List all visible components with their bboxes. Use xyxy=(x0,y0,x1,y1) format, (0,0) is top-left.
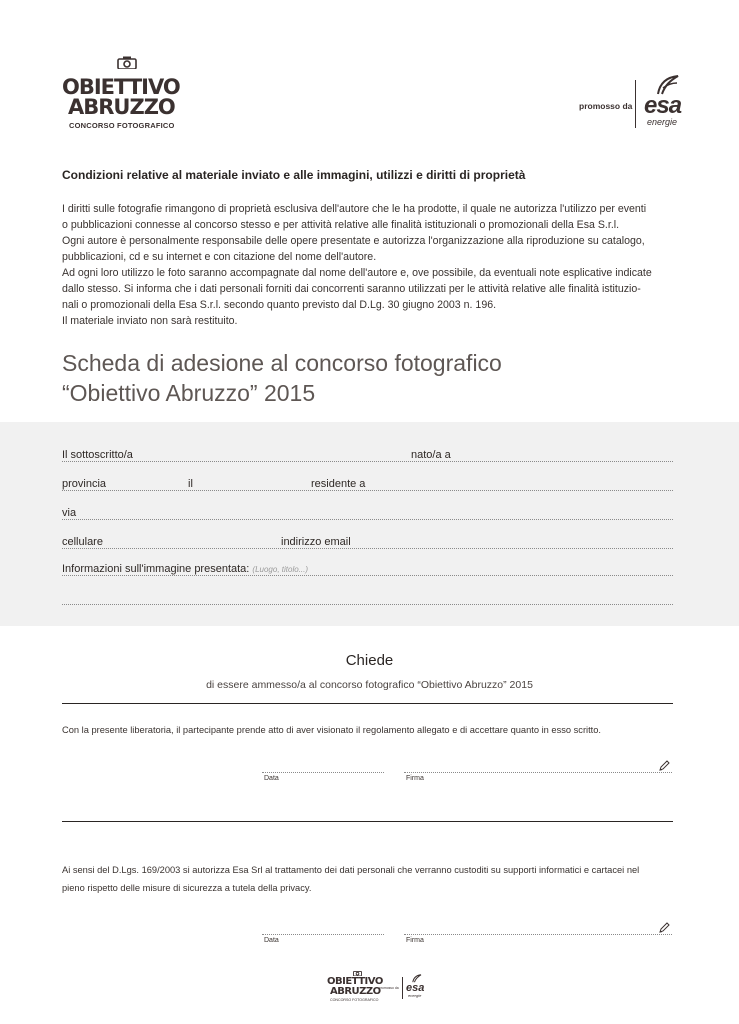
footer-sponsor-sub: energie xyxy=(408,993,422,998)
logo-text-line2: ABRUZZO xyxy=(68,95,175,119)
sponsor-sub: energie xyxy=(647,117,678,127)
privacy-line: pieno rispetto delle misure di sicurezza a tutela della privacy. xyxy=(62,883,312,893)
privacy-signature-field[interactable] xyxy=(404,934,672,935)
contact-field[interactable] xyxy=(62,535,673,549)
logo-text-line1: OBIETTIVO xyxy=(62,75,180,99)
form-title-line2: “Obiettivo Abruzzo” 2015 xyxy=(62,380,316,406)
province-label: provincia xyxy=(62,478,107,490)
street-label: via xyxy=(62,507,77,519)
divider xyxy=(62,821,673,822)
birth-date-label: il xyxy=(188,478,193,490)
footer-sponsor-name: esa xyxy=(406,982,425,994)
release-date-field[interactable] xyxy=(262,772,384,773)
image-info-extra-line[interactable] xyxy=(62,591,673,605)
undersigned-label: Il sottoscritto/a xyxy=(62,449,133,461)
footer-logo-line1: OBIETTIVO xyxy=(327,976,383,987)
conditions-line: Ad ogni loro utilizzo le foto saranno accompagnate dal nome dell'autore e, ove possibile, da eventuali note esplicative indicate xyxy=(62,267,652,279)
image-info-hint: (Luogo, titolo...) xyxy=(252,565,309,574)
release-date-label: Data xyxy=(264,775,279,782)
privacy-line: Ai sensi del D.Lgs. 169/2003 si autorizza Esa Srl al trattamento dei dati personali che verranno custoditi su supporti informatici e cartacei nel xyxy=(62,865,640,875)
pencil-icon xyxy=(658,760,670,772)
privacy-date-label: Data xyxy=(264,937,279,944)
divider xyxy=(62,703,673,704)
release-text: Con la presente liberatoria, il partecipante prende atto di aver visionato il regolamento allegato e di accettare quanto in esso scritto. xyxy=(62,725,602,735)
request-title: Chiede xyxy=(345,652,394,669)
form-title-line1: Scheda di adesione al concorso fotografico xyxy=(62,350,502,376)
privacy-text xyxy=(62,861,639,897)
footer-logo-line2: ABRUZZO xyxy=(330,986,381,997)
privacy-signature-label: Firma xyxy=(406,937,424,944)
footer-promoted-by: promosso da xyxy=(379,986,399,990)
conditions-line: pubblicazioni, cd e su internet e con citazione del nome dell'autore. xyxy=(62,251,377,263)
footer-divider xyxy=(402,977,403,999)
resident-label: residente a xyxy=(311,478,366,490)
pencil-icon xyxy=(658,922,670,934)
obiettivo-abruzzo-logo xyxy=(62,56,192,132)
promoted-by-label: promosso da xyxy=(579,101,633,111)
release-signature-field[interactable] xyxy=(404,772,672,773)
conditions-title: Condizioni relative al materiale inviato e alle immagini, utilizzi e diritti di proprietà xyxy=(62,168,526,182)
footer-logo-tagline: CONCORSO FOTOGRAFICO xyxy=(330,998,379,1002)
province-field[interactable] xyxy=(62,477,673,491)
form-title xyxy=(62,348,502,408)
footer-logos xyxy=(327,968,427,1002)
image-info-field[interactable] xyxy=(62,562,673,576)
camera-icon xyxy=(117,56,137,69)
conditions-line: o pubblicazioni connesse al concorso stesso e per attività relative alle finalità istituzionali o promozionali della Esa S.r.l. xyxy=(62,219,620,231)
privacy-date-field[interactable] xyxy=(262,934,384,935)
email-label: indirizzo email xyxy=(281,536,351,548)
image-info-text: Informazioni sull'immagine presentata: xyxy=(62,563,250,575)
conditions-line: dallo stesso. Si informa che i dati personali forniti dai concorrenti saranno utilizzati per le attività relative alle finalità istituzio- xyxy=(62,283,641,295)
release-signature-label: Firma xyxy=(406,775,424,782)
conditions-line: Ogni autore è personalmente responsabile delle opere presentate e autorizza l'organizzazione alla riproduzione su catalogo, xyxy=(62,235,645,247)
conditions-body xyxy=(62,201,676,329)
sponsor-divider xyxy=(635,80,636,128)
conditions-line: I diritti sulle fotografie rimangono di proprietà esclusiva dell'autore che le ha prodotte, il quale ne autorizza l'utilizzo per eventi xyxy=(62,203,647,215)
esa-energie-logo xyxy=(643,74,683,130)
born-label: nato/a a xyxy=(411,449,451,461)
mobile-label: cellulare xyxy=(62,536,103,548)
logo-tagline: CONCORSO FOTOGRAFICO xyxy=(69,121,175,130)
image-info-label xyxy=(62,562,308,577)
request-subtitle: di essere ammesso/a al concorso fotografico “Obiettivo Abruzzo” 2015 xyxy=(206,679,533,691)
undersigned-field[interactable] xyxy=(62,448,673,462)
conditions-line: nali o promozionali della Esa S.r.l. secondo quanto previsto dal D.Lg. 30 giugno 2003 n. 196. xyxy=(62,299,497,311)
sponsor-name: esa xyxy=(644,92,682,119)
conditions-line: Il materiale inviato non sarà restituito. xyxy=(62,315,238,327)
street-field[interactable] xyxy=(62,506,673,520)
